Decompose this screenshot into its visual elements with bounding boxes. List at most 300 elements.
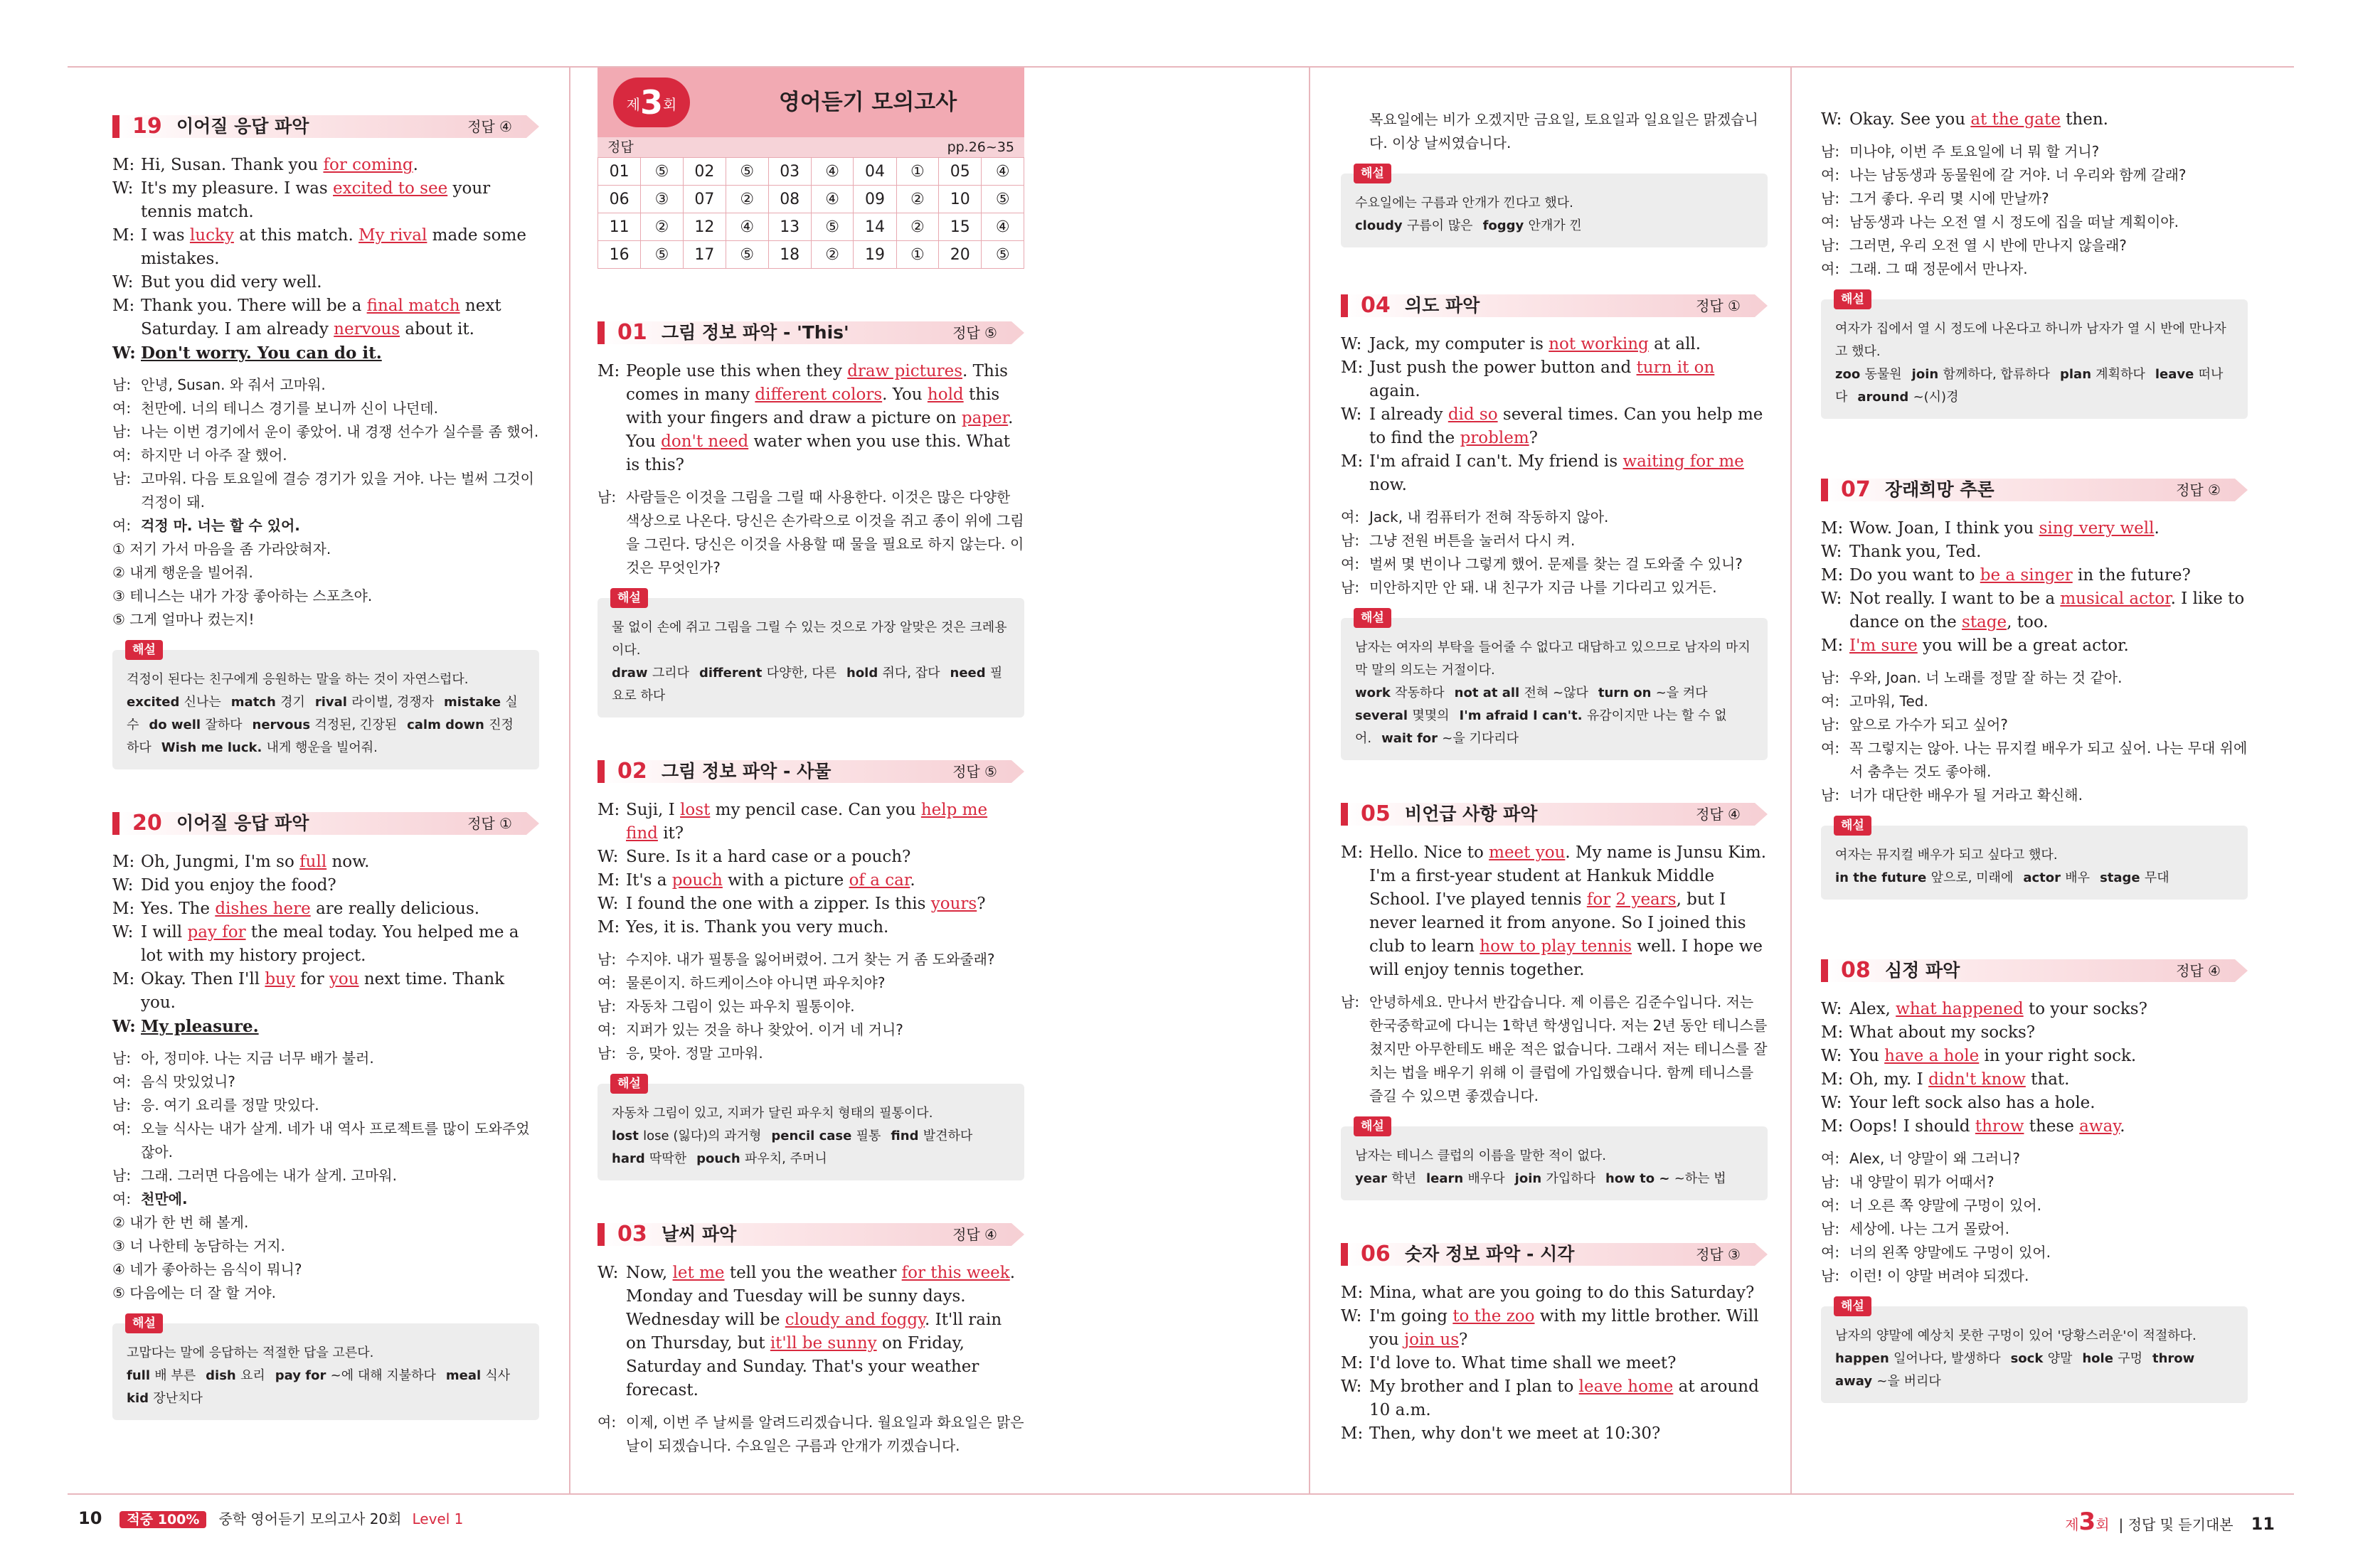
speaker-label: W: (1341, 335, 1362, 353)
dialog-text: about it. (400, 320, 474, 338)
q01-korean (597, 486, 1024, 580)
dialog-text: . You (882, 385, 928, 404)
translation-text: 자동차 그림이 있는 파우치 필통이야. (626, 998, 855, 1015)
answer-number: 09 (854, 186, 896, 213)
dialog-text: . (910, 871, 915, 890)
dialog-line (597, 846, 1024, 869)
translation-text: 그래. 그러면 다음에는 내가 살게. 고마워. (141, 1167, 397, 1184)
speaker-label: 여: (1821, 260, 1840, 277)
vocab-word: pouch (696, 1151, 745, 1166)
dialog-text: next Saturday. I am already (141, 297, 501, 338)
blank-answer: of a car (849, 871, 910, 890)
translation-line (1821, 187, 2248, 210)
speaker-label: M: (1821, 1070, 1844, 1089)
speaker-label: W: (1821, 543, 1842, 561)
translation-line (1821, 784, 2248, 807)
speaker-label: M: (112, 226, 135, 245)
vocab-meaning: 가입하다 (1546, 1171, 1596, 1186)
blank-answer: for (1586, 890, 1611, 909)
answer-label: 정답 (607, 139, 634, 155)
dialog-text: at around 10 a.m. (1369, 1377, 1759, 1419)
blank-answer: musical actor (2060, 590, 2171, 608)
footer-right-page: 11 (2251, 1514, 2275, 1534)
column-4 (1821, 108, 2248, 1403)
dialog-line (1821, 108, 2248, 132)
q19-hint-text: 걱정이 된다는 친구에게 응원하는 말을 하는 것이 자연스럽다. (127, 672, 469, 687)
blank-answer: pay for (187, 923, 246, 942)
blank-answer: leave home (1578, 1377, 1674, 1396)
vocab-word: different (699, 666, 767, 681)
dialog-text: . This comes in many (626, 362, 1008, 404)
blank-answer: didn't know (1928, 1070, 2026, 1089)
vocab-meaning: 실수 (127, 695, 518, 732)
translation-text: 수지야. 내가 필통을 잃어버렸어. 그거 찾는 거 좀 도와줄래? (626, 951, 995, 968)
vocab-word: around (1857, 390, 1913, 405)
translation-text: 이제, 이번 주 날씨를 알려드리겠습니다. 월요일과 화요일은 맑은 날이 되겠습니다. 수요일은 구름과 안개가 끼겠습니다. (626, 1414, 1024, 1454)
dialog-line (1821, 1115, 2248, 1138)
vocab-item (612, 1129, 761, 1143)
speaker-label: 남: (1821, 190, 1840, 207)
translation-line (1821, 666, 2248, 690)
answer-choice: ④ (982, 158, 1024, 186)
q01-title: 그림 정보 파악 - 'This' (662, 322, 849, 343)
test-title: 영어듣기 모의고사 (778, 90, 957, 115)
vocab-word: in the future (1835, 870, 1931, 885)
q04-number: 04 (1361, 293, 1391, 318)
answer-number: 15 (939, 213, 982, 241)
blank-answer: turn it on (1636, 358, 1715, 377)
translation-line (112, 514, 539, 538)
speaker-label: W: (1341, 1377, 1362, 1396)
dialog-text: several times. Can you help me to find the (1369, 405, 1763, 447)
footer-right-num: 3 (2078, 1508, 2096, 1536)
answer-row (598, 241, 1024, 269)
dialog-text: in your right sock. (1979, 1047, 2137, 1065)
speaker-label: W: (112, 923, 134, 942)
vocab-word: pay for (275, 1368, 331, 1383)
bottom-rule (68, 1493, 2294, 1495)
dialog-text: I already (1369, 405, 1448, 424)
speaker-label: W: (1821, 1047, 1842, 1065)
q20-number: 20 (132, 811, 162, 836)
vocab-item (612, 1151, 686, 1166)
vocab-item (2100, 870, 2169, 885)
q02-korean (597, 948, 1024, 1065)
speaker-label: 남: (1821, 237, 1840, 254)
vocab-meaning: ~을 켜다 (1655, 686, 1708, 700)
q03-hint-text: 수요일에는 구름과 안개가 낀다고 했다. (1355, 196, 1573, 210)
dialog-text: I'm afraid I can't. My friend is (1369, 452, 1623, 471)
vocab-word: several (1355, 708, 1413, 723)
vocab-meaning: ~을 버리다 (1876, 1374, 1941, 1389)
translation-line (597, 1411, 1024, 1458)
vocab-word: find (891, 1129, 923, 1143)
dialog-text: Mina, what are you going to do this Saturday? (1369, 1284, 1755, 1302)
vocab-meaning: 잘하다 (205, 718, 243, 732)
q19-choices (112, 538, 539, 631)
speaker-label: 남: (1821, 1173, 1840, 1190)
vocab-meaning: 양말 (2047, 1351, 2073, 1366)
dialog-line (597, 799, 1024, 846)
speaker-label: 여: (1821, 213, 1840, 230)
dialog-line (112, 897, 539, 921)
q20-choices (112, 1211, 539, 1305)
q06-korean (1821, 140, 2248, 281)
speaker-label: 여: (112, 400, 132, 417)
vocab-item (1835, 870, 2013, 885)
q03-title: 날씨 파악 (662, 1224, 737, 1244)
q06-hint-text: 여자가 집에서 열 시 정도에 나온다고 하니까 남자가 열 시 반에 만나자고 했다. (1835, 321, 2226, 359)
vocab-word: not at all (1454, 686, 1524, 700)
q07-korean (1821, 666, 2248, 807)
q19-vocab (127, 691, 525, 759)
vocab-meaning: 앞으로, 미래에 (1930, 870, 2014, 885)
speaker-label: 남: (112, 470, 132, 487)
speaker-label: W: (1341, 1307, 1362, 1326)
speaker-label: M: (1821, 636, 1844, 655)
vocab-word: foggy (1482, 218, 1529, 233)
translation-line (112, 1117, 539, 1164)
translation-line (1821, 210, 2248, 234)
choice-item: ⑤ 그게 얼마나 컸는지! (112, 611, 255, 628)
vocab-word: hole (2082, 1351, 2118, 1366)
answer-bar (597, 137, 1024, 157)
vocab-word: work (1355, 686, 1396, 700)
dialog-text: Okay. See you (1849, 110, 1971, 129)
dialog-text: your tennis match. (141, 179, 491, 221)
vocab-word: pencil case (771, 1129, 856, 1143)
q20-hint-box (112, 1316, 539, 1420)
speaker-label: 남: (112, 1167, 132, 1184)
vocab-item (2023, 870, 2090, 885)
blank-answer: 2 years (1615, 890, 1677, 909)
footer-book-title: 중학 영어듣기 모의고사 20회 (218, 1510, 402, 1527)
vocab-item (1605, 1171, 1726, 1186)
q05-header (1341, 800, 1768, 828)
answer-choice: ⑤ (982, 241, 1024, 269)
translation-text: 꼭 그렇지는 않아. 나는 뮤지컬 배우가 되고 싶어. 나는 무대 위에서 춤추는 것도 좋아해. (1849, 740, 2248, 780)
speaker-label: 여: (112, 1073, 132, 1090)
q08-hint-text: 남자의 양말에 예상치 못한 구멍이 있어 '당황스러운'이 적절하다. (1835, 1328, 2197, 1343)
speaker-label: M: (1341, 843, 1364, 862)
translation-line (112, 397, 539, 420)
dialog-line (1341, 1281, 1768, 1305)
translation-text: 세상에. 나는 그거 몰랐어. (1849, 1220, 2009, 1237)
vocab-meaning: 일어나다, 발생하다 (1893, 1351, 2001, 1366)
speaker-label: M: (112, 297, 135, 315)
q03-korean (597, 1411, 1024, 1458)
vocab-meaning: 쥐다, 잡다 (882, 666, 940, 681)
blank-answer: for coming (323, 156, 413, 174)
vocab-meaning: 동물원 (1864, 367, 1902, 382)
answer-choice: ⑤ (726, 241, 769, 269)
blank-answer: full (299, 853, 327, 871)
footer-level: Level 1 (412, 1510, 464, 1527)
q04-answer: 정답 ① (1696, 297, 1741, 314)
vocab-item (1835, 367, 1902, 382)
speaker-label: M: (1341, 1354, 1364, 1372)
vocab-meaning: 진정하다 (127, 718, 514, 755)
translation-text: 벌써 몇 번이나 그렇게 했어. 문제를 찾는 걸 도와줄 수 있니? (1369, 555, 1743, 572)
vocab-meaning: 신나는 (184, 695, 221, 710)
vocab-meaning: 필통 (856, 1129, 881, 1143)
translation-line (112, 1164, 539, 1188)
dialog-line (597, 360, 1024, 477)
vocab-meaning: 배우 (2065, 870, 2091, 885)
speaker-label: 여: (1341, 555, 1360, 572)
hint-tag: 해설 (125, 1313, 163, 1333)
translation-text: 고마워, Ted. (1849, 693, 1928, 710)
answer-number: 07 (683, 186, 726, 213)
speaker-label: 여: (1821, 740, 1840, 757)
dialog-text: , but I never learned it from anyone. So I joined this club to learn (1369, 890, 1746, 956)
translation-line (1821, 1147, 2248, 1170)
translation-line (1341, 529, 1768, 553)
blank-answer: you (329, 970, 359, 988)
speaker-label: W: (112, 273, 134, 292)
q05-title: 비언급 사항 파악 (1405, 804, 1538, 824)
translation-text: 하지만 너 아주 잘 했어. (141, 447, 287, 464)
blank-answer: what happened (1896, 1000, 2024, 1018)
blank-answer: be a singer (1980, 566, 2073, 585)
dialog-text: now. (326, 853, 370, 871)
vocab-word: throw away (1835, 1351, 2195, 1389)
speaker-label: 남: (1821, 716, 1840, 733)
answer-choice: ⑤ (726, 158, 769, 186)
dialog-text: Jack, my computer is (1369, 335, 1549, 353)
dialog-text: Sure. Is it a hard case or a pouch? (626, 848, 911, 866)
vocab-word: turn on (1598, 686, 1656, 700)
dialog-text: Oh, my. I (1849, 1070, 1929, 1089)
speaker-label: 남: (112, 423, 132, 440)
q08-answer: 정답 ④ (2176, 962, 2221, 979)
blank-answer: throw (1975, 1117, 2024, 1136)
translation-text: 물론이지. 하드케이스야 아니면 파우치야? (626, 974, 886, 991)
blank-answer: waiting for me (1622, 452, 1744, 471)
test-suffix: 회 (663, 96, 677, 113)
vocab-item (127, 1368, 196, 1383)
blank-answer: cloudy and foggy (785, 1311, 925, 1329)
vocab-word: do well (149, 718, 206, 732)
q07-vocab (1835, 867, 2234, 890)
q05-hint-text: 남자는 테니스 클럽의 이름을 말한 적이 없다. (1355, 1148, 1607, 1163)
translation-line (597, 486, 1024, 580)
answer-table (597, 157, 1024, 269)
choice-item: ④ 네가 좋아하는 음식이 뭐니? (112, 1261, 302, 1278)
dialog-text: my pencil case. Can you (710, 801, 921, 819)
translation-text: 안녕, Susan. 와 줘서 고마워. (141, 376, 326, 393)
column-2 (597, 68, 1024, 1458)
q07-header (1821, 476, 2248, 504)
speaker-label: M: (112, 853, 135, 871)
vocab-item (1455, 686, 1588, 700)
translation-line (1821, 713, 2248, 737)
dialog-line (1341, 1352, 1768, 1375)
q03-korean-continued: 목요일에는 비가 오겠지만 금요일, 토요일과 일요일은 맑겠습니다. 이상 날씨였습니다. (1369, 111, 1758, 151)
speaker-label: 남: (1341, 993, 1360, 1010)
dialog-line (112, 968, 539, 1015)
q20-korean (112, 1047, 539, 1211)
translation-text: 아, 정미야. 나는 지금 너무 배가 불러. (141, 1050, 374, 1067)
vocab-word: Wish me luck. (161, 740, 267, 755)
vocab-item (1857, 390, 1958, 405)
q04-vocab (1355, 682, 1753, 750)
vocab-word: join (1911, 367, 1943, 382)
q19-title: 이어질 응답 파악 (176, 116, 309, 137)
vocab-meaning: 함께하다, 합류하다 (1943, 367, 2050, 382)
dialog-text: these (2024, 1117, 2080, 1136)
choice-item: ③ 테니스는 내가 가장 좋아하는 스포츠야. (112, 587, 373, 604)
vocab-word: draw (612, 666, 652, 681)
translation-line (112, 1188, 539, 1211)
dialog-line (112, 177, 539, 224)
vocab-meaning: 장난치다 (153, 1391, 203, 1406)
blank-answer: away (2079, 1117, 2120, 1136)
footer-left-page: 10 (78, 1508, 102, 1528)
speaker-label: W: (1821, 1000, 1842, 1018)
q06-dialog-continued (1821, 108, 2248, 132)
speaker-label: 남: (1821, 143, 1840, 160)
answer-row (598, 213, 1024, 241)
answer-number: 12 (683, 213, 726, 241)
translation-text: 내 양말이 뭐가 어때서? (1849, 1173, 1995, 1190)
dialog-text: I'd love to. What time shall we meet? (1369, 1354, 1677, 1372)
q04-title: 의도 파악 (1405, 295, 1480, 316)
speaker-label: W: (597, 1264, 619, 1282)
vocab-meaning: 식사 (485, 1368, 511, 1383)
speaker-label: W: (1821, 1094, 1842, 1112)
q05-vocab (1355, 1168, 1753, 1190)
vocab-meaning: 전혀 ~않다 (1524, 686, 1588, 700)
dialog-line (1821, 998, 2248, 1021)
dialog-text: Thank you, Ted. (1849, 543, 1982, 561)
vocab-word: calm down (407, 718, 489, 732)
dialog-text: Hello. Nice to (1369, 843, 1489, 862)
answer-choice: ② (896, 213, 939, 241)
footer-right-prefix: 제 (2065, 1516, 2079, 1533)
q04-hint-text: 남자는 여자의 부탁을 들어줄 수 없다고 대답하고 있으므로 남자의 마지막 말의 의도는 거절이다. (1355, 640, 1751, 678)
speaker-label: 여: (1341, 508, 1360, 526)
hint-tag: 해설 (1834, 1296, 1871, 1316)
dialog-text: it? (657, 824, 684, 843)
dialog-text: It's a (626, 871, 672, 890)
blank-answer: buy (265, 970, 295, 988)
vocab-word: learn (1426, 1171, 1468, 1186)
vocab-item (2060, 367, 2145, 382)
speaker-label: W: (112, 343, 136, 363)
vocab-word: happen (1835, 1351, 1894, 1366)
dialog-line (1821, 1068, 2248, 1092)
speaker-label: 남: (112, 1050, 132, 1067)
q02-dialog (597, 799, 1024, 939)
vocab-meaning: 파우치, 주머니 (745, 1151, 827, 1166)
translation-text: 사람들은 이것을 그림을 그릴 때 사용한다. 이것은 많은 다양한 색상으로 나온다. 당신은 손가락으로 이것을 쥐고 종이 위에 그림을 그린다. 당신은 이것을 사용할 때 물을 필요로 하지 않는다. 이것은 무엇인가? (626, 489, 1024, 576)
q08-dialog (1821, 998, 2248, 1138)
choice-item: ② 내가 한 번 해 볼게. (112, 1214, 249, 1231)
dialog-text: But you did very well. (141, 273, 322, 292)
column-divider-3 (1790, 68, 1792, 1493)
vocab-meaning: 구름이 많은 (1406, 218, 1473, 233)
q07-number: 07 (1841, 477, 1871, 502)
speaker-label: M: (112, 156, 135, 174)
blank-answer: nervous (334, 320, 400, 338)
dialog-text: at this match. (233, 226, 359, 245)
dialog-text: now. (1369, 476, 1407, 494)
vocab-meaning: 무대 (2144, 870, 2169, 885)
translation-text: 이런! 이 양말 버려야 되겠다. (1849, 1267, 2029, 1284)
translation-text: 너 오른 쪽 양말에 구멍이 있어. (1849, 1197, 2041, 1214)
translation-line (1341, 506, 1768, 529)
q06-header (1341, 1240, 1768, 1269)
hint-tag: 해설 (1834, 289, 1871, 309)
translation-line (1821, 1170, 2248, 1194)
vocab-meaning: 떠나다 (1835, 367, 2224, 405)
dialog-text: Wow. Joan, I think you (1849, 519, 2039, 538)
speaker-label: W: (112, 876, 134, 895)
vocab-item (1426, 1171, 1505, 1186)
vocab-meaning: 다양한, 다른 (766, 666, 836, 681)
translation-line (1821, 140, 2248, 164)
dialog-text (1610, 890, 1615, 909)
vocab-meaning: 배우다 (1467, 1171, 1505, 1186)
translation-text: 안녕하세요. 만나서 반갑습니다. 제 이름은 김준수입니다. 저는 한국중학교에 다니는 1학년 학생입니다. 저는 2년 동안 테니스를 쳤지만 아무한테도 배운 적은 없습니다. 그래서 저는 테니스를 잘 치는 법을 배우기 위해 이 클럽에 가입했습니다. 함께 테니스를 즐길 수 있으면 좋겠습니다. (1369, 993, 1768, 1104)
dialog-line (597, 892, 1024, 916)
translation-line (1341, 553, 1768, 576)
vocab-item (231, 695, 305, 710)
dialog-text: at all. (1648, 335, 1701, 353)
speaker-label: 여: (1821, 693, 1840, 710)
answer-choice: ② (811, 241, 854, 269)
q06-answer: 정답 ③ (1696, 1246, 1741, 1263)
speaker-label: 남: (1821, 1220, 1840, 1237)
vocab-meaning: 배 부른 (154, 1368, 196, 1383)
q04-korean (1341, 506, 1768, 599)
q03-dialog (597, 1262, 1024, 1402)
answer-choice: ⑤ (641, 158, 684, 186)
speaker-label: M: (1821, 566, 1844, 585)
translation-text: 천만에. (141, 1190, 188, 1207)
dialog-text: Yes. The (141, 900, 216, 918)
vocab-item (127, 1391, 203, 1406)
q08-number: 08 (1841, 958, 1871, 983)
vocab-word: kid (127, 1391, 154, 1406)
q02-answer: 정답 ⑤ (952, 763, 997, 780)
blank-answer: final match (366, 297, 460, 315)
blank-answer: My rival (358, 226, 427, 245)
q06-hint-box (1821, 292, 2248, 419)
dialog-text: Alex, (1849, 1000, 1896, 1018)
q19-header (112, 112, 539, 141)
speaker-label: 여: (112, 447, 132, 464)
dialog-text: this with your fingers and draw a picture on (626, 385, 1000, 427)
test-number: 3 (639, 83, 663, 122)
blank-answer: problem (1460, 429, 1529, 447)
dialog-text: . My name is Junsu Kim. I'm a first-year student at Hankuk Middle School. I've played tennis (1369, 843, 1767, 909)
vocab-meaning: 구멍 (2118, 1351, 2142, 1366)
vocab-meaning: lose (잃다)의 과거형 (643, 1129, 762, 1143)
translation-line (597, 1018, 1024, 1042)
dialog-line (112, 850, 539, 874)
dialog-text: Then, why don't we meet at 10:30? (1369, 1424, 1661, 1443)
dialog-text: Suji, I (626, 801, 681, 819)
q04-hint-box (1341, 611, 1768, 760)
q19-korean (112, 373, 539, 538)
dialog-text: Oops! I should (1849, 1117, 1975, 1136)
answer-number: 19 (854, 241, 896, 269)
vocab-item (1355, 1171, 1416, 1186)
choice-item: ② 내게 행운을 빌어줘. (112, 564, 253, 581)
dialog-text: My pleasure. (141, 1017, 259, 1036)
